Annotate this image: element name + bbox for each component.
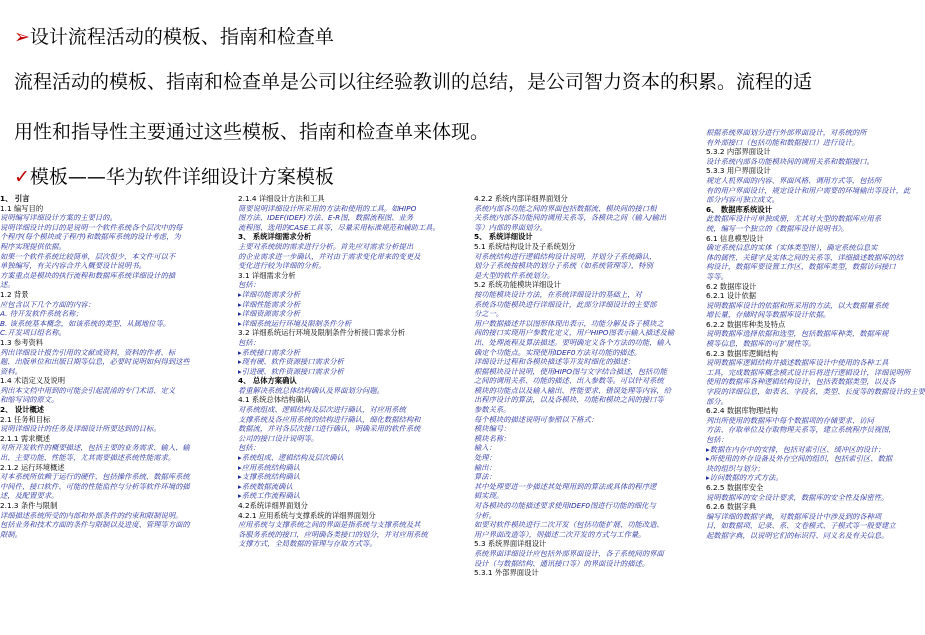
subsection-heading: 1.3 参考资料	[0, 337, 44, 347]
description-line: 此数据库设计可单独成册，尤其对大型的数据库应用系	[706, 214, 882, 224]
subsection-heading: 6.2.5 数据库安全	[706, 482, 764, 492]
description-line: 说明编写详细设计方案的主要目的。	[0, 213, 117, 223]
description-line: 设计系统内部各功能模块间的调用关系和数据接口。	[706, 156, 874, 166]
description-line: 确定个功能点。实现使用IDEF0方法对功能的描述。	[474, 347, 642, 357]
description-line: 限制。	[0, 529, 22, 539]
description-line: 编写详细的数据字典，对数据库设计中涉及到的各种项	[706, 511, 882, 521]
description-line: ▸访问数据的方式方法。	[706, 473, 783, 483]
template-column-2	[238, 194, 466, 635]
description-line: 根据模块设计说明，使用HIPO图与文字结合描述，包括功能	[474, 366, 667, 376]
description-line: 模块的功能点以及输入输出、性能要求、错误处理等内容，给	[474, 385, 672, 395]
description-line: ▸系统接口需求分析	[238, 347, 301, 357]
description-line: 系统界面详细设计应包括外部界面设计、各子系统间的界面	[474, 548, 664, 558]
description-line: ▸详细系统运行环境及限制条件分析	[238, 318, 352, 328]
description-line: 之间的调用关系、功能的描述、出入参数等。可以针对系统	[474, 376, 664, 386]
description-line: 出程序设计的算法，以及各模块、功能和模块之间的接口等	[474, 395, 664, 405]
description-line: 支撑系统及各应用系统的结构进行确认，细化数据结构和	[238, 414, 421, 424]
template-column-4	[706, 128, 925, 635]
description-line: 分析。	[474, 510, 496, 520]
description-line: 工具，完成数据库概念模式设计后将进行逻辑设计，详细说明所	[706, 367, 911, 377]
description-line: ▸引进硬、软件资源接口需求分析	[238, 366, 344, 376]
description-line: 用户数据描述并以图形体现出表示，功能分解及各子模块之	[474, 318, 664, 328]
description-line: 包括：	[238, 443, 260, 453]
description-line: A. 待开发软件系统名称；	[0, 309, 83, 319]
description-line: ▸应用系统结构确认	[238, 462, 301, 472]
description-line: 是大型的软件系统划分。	[474, 270, 555, 280]
description-line: 部分内容可独立成文。	[706, 195, 779, 205]
description-line: 列出本文档中用到的可能会引起混淆的专门术语、定义	[0, 385, 176, 395]
subsection-heading: 3.1 详细需求分析	[238, 270, 296, 280]
template-heading-text: 模板——华为软件详细设计方案模板	[29, 166, 334, 188]
subsection-heading: 5.3.3 用户界面设计	[706, 166, 771, 176]
template-column-3	[474, 194, 706, 635]
description-line: 间的接口实现用户参数化定义，用户HIPO图表示输入描述及输	[474, 328, 675, 338]
description-line: 对系统组成、逻辑结构及层次进行确认，对应用系统	[238, 405, 406, 415]
description-line: 方法、存取单位及存取物理关系等，建立系统程序员视图，	[706, 425, 896, 435]
subsection-heading: 6.2.2 数据库种类及特点	[706, 319, 786, 329]
description-line: 变化进行较为详细的分析。	[238, 261, 326, 271]
description-line: ▸支撑系统结构确认	[238, 472, 301, 482]
description-line: 说明数据库设计的依据和所采用的方法，以大数据量系统	[706, 300, 889, 310]
section-title-text: 设计流程活动的模板、指南和检查单	[29, 26, 334, 48]
description-line: 对各模块的功能描述要求使用IDEF0图进行功能的细化与	[474, 501, 656, 510]
subsection-heading: 5.3 系统界面详细设计	[474, 539, 547, 549]
arrow-bullet-icon: ➢	[14, 26, 30, 48]
description-line: B. 该系统基本概念，如该系统的类型、从属地位等。	[0, 318, 171, 328]
description-line: ▸详细功能需求分析	[238, 289, 301, 299]
description-line: 体的属性、关键字及实体之间的关系等，详细描述数据库的结	[706, 252, 904, 262]
chapter-heading: 4、 总体方案确认	[238, 376, 297, 386]
checkmark-icon: ✓	[14, 166, 30, 188]
subsection-heading: 4.1 系统总体结构确认	[238, 395, 311, 405]
description-line: 说明数据库选择依据和选型，包括数据库种类、数据库规	[706, 329, 889, 339]
subsection-heading: 4.2.1 应用系统与支撑系统的详细界面划分	[238, 510, 376, 520]
description-line: 中间件、接口软件、可能的性能监控与分析等软件环境的描	[0, 481, 190, 491]
description-line: ▸详细资源需求分析	[238, 309, 301, 319]
description-line: ▸系统数据流确认	[238, 481, 293, 491]
template-heading	[14, 162, 334, 189]
description-line: 规定人机界面的内容、界面风格、调用方式等，包括所	[706, 175, 882, 185]
description-line: 关系统内部各功能间的调用关系等，各模块之间（输入/输出	[474, 213, 667, 223]
description-line: 公司的接口设计说明等。	[238, 433, 319, 443]
description-line: 根据系统界面划分进行外部界面设计，对系统的所	[706, 128, 867, 137]
subsection-heading: 1.1 编写目的	[0, 203, 44, 213]
description-line: 确定系统信息的实体（实体类型图），确定系统信息实	[706, 243, 878, 253]
description-line: 说明详细设计的目的是说明一个软件系统各个层次中的每	[0, 222, 183, 232]
intro-line-2: 用性和指导性主要通过这些模板、指南和检查单来体现。	[14, 121, 490, 143]
description-line: 目，如数据项、记录、系、文卷模式、子模式等一般要建立	[706, 521, 896, 531]
subsection-heading: 6.2.6 数据字典	[706, 502, 757, 512]
description-line: ▸所使用的外存设备及外存空间的组织，包括索引区、数据	[706, 454, 893, 464]
description-line: C.开发项目组名称。	[0, 328, 66, 338]
subsection-heading: 5.2 系统功能模块详细设计	[474, 280, 561, 290]
chapter-heading: 2、 设计概述	[0, 405, 45, 415]
description-line: 辑实现。	[474, 491, 504, 501]
description-line: 系统各功能模块进行详细设计，此部分详细设计的主要部	[474, 299, 657, 309]
description-line: ▸数据在内存中的安排，包括对索引区、缓冲区的设计；	[706, 444, 885, 454]
description-line: 程序实现提供依据。	[0, 241, 66, 251]
description-line: 使用的数据库各种逻辑结构设计，包括表数据类型，以及各	[706, 377, 896, 387]
description-line: 述。	[0, 280, 15, 290]
subsection-heading: 6.2 数据库设计	[706, 281, 757, 291]
description-line: 对所开发软件的概要描述，包括主要的业务需求、输入、输	[0, 443, 190, 453]
subsection-heading: 6.2.1 设计依据	[706, 291, 757, 301]
subsection-heading: 4.2系统详细界面划分	[238, 501, 308, 510]
chapter-heading: 5、 系统详细设计	[474, 232, 533, 242]
subsection-heading: 1.2 背景	[0, 289, 29, 299]
description-line: 输入：	[474, 443, 496, 453]
description-line: ▸系统组成、逻辑结构及层次确认	[238, 453, 344, 463]
description-line: 起数据字典，以说明它们的标识符、同义名及有关信息。	[706, 530, 889, 540]
intro-line-1: 流程活动的模板、指南和检查单是公司以往经验教训的总结，是公司智力资本的积累。流程的适	[14, 71, 813, 93]
description-line: 统，编写一个独立的《数据库设计说明书》。	[706, 223, 849, 233]
subsection-heading: 5.1 系统结构设计及子系统划分	[474, 241, 576, 251]
description-line: 说明详细设计的任务及详细设计所要达到的目标。	[0, 424, 161, 434]
description-line: 构设计，数据库要设置工作区，数据库类型，数据访问接口	[706, 262, 896, 272]
description-line: 其中处理要进一步描述其处理用到的算法或具体的程序逻	[474, 481, 657, 491]
description-line: 数据流，并对各层次接口进行确认，明确采用的软件系统	[238, 424, 421, 434]
description-line: 和缩写词的原文。	[0, 395, 59, 405]
description-line: 应用系统与支撑系统之间的界面是指系统与支撑系统及其	[238, 520, 421, 530]
description-line: 主要对系统级的需求进行分析。首先应对需求分析提出	[238, 241, 414, 251]
description-line: 方案重点是模块的执行流程和数据库系统详细设计的描	[0, 270, 176, 280]
description-line: 划分子系统按模块的划分子系统（如系统管理等），特别	[474, 261, 653, 271]
description-line: 设计（与数据结构、通讯接口等）的界面设计的描述。	[474, 558, 650, 568]
subsection-heading: 1.4 术语定义及说明	[0, 376, 66, 386]
description-line: 如果一个软件系统比较简单，层次很少，本文件可以不	[0, 251, 176, 261]
description-line: 字段的详细信息，如表名、字段名，类型、长度等的数据设计的主要	[706, 387, 925, 397]
subsection-heading: 2.1.2 运行环境概述	[0, 462, 65, 472]
description-line: ▸详细性能需求分析	[238, 299, 301, 309]
chapter-heading: 1、 引言	[0, 194, 30, 203]
description-line: 出、主要功能、性能等，尤其需要描述系统性能需求。	[0, 453, 176, 463]
description-line: 对本系统所依赖于运行的硬件，包括操作系统、数据库系统	[0, 472, 190, 482]
description-line: 算法：	[474, 472, 496, 482]
template-column-1	[0, 194, 228, 635]
description-line: 详细设计过程和各模块描述等开发时细化的描述：	[474, 357, 635, 367]
description-line: 单独编写，有关内容合并入概要设计说明书。	[0, 261, 146, 271]
subsection-heading: 6.1 信息模型设计	[706, 233, 764, 243]
description-line: 分之一。	[474, 309, 504, 319]
description-line: 部分。	[706, 396, 728, 406]
description-line: 包括业务和技术方面的条件与限制以及进度、管理等方面的	[0, 520, 190, 530]
description-line: 各服务系统的接口，应明确各类接口的划分，并对应用系统	[238, 529, 428, 539]
description-line: 系统内部各功能之间的界面包括数据流、模块间的接口相	[474, 203, 657, 213]
description-line: 有的用户界面设计，规定设计和用户需要的环境输出等设计，此	[706, 185, 911, 195]
description-line: 输出：	[474, 462, 496, 472]
description-line: 题、出版单位和出版日期等信息，必要时说明如何得到这些	[0, 357, 190, 367]
description-line: 列出详细设计报告引用的文献或资料，资料的作者、标	[0, 347, 176, 357]
description-line: 简要说明详细设计所采用的方法和使用的工具。如HIPO	[238, 203, 417, 213]
subsection-heading: 2.1 任务和目标	[0, 414, 51, 424]
description-line: 包括：	[238, 280, 260, 290]
description-line: 模等信息，数据库的可扩展性等。	[706, 339, 816, 349]
description-line: 如要对软件模块进行二次开发（包括功能扩展、功能改造、	[474, 520, 664, 530]
description-line: 参数关系。	[474, 405, 511, 415]
subsection-heading: 3.2 详细系统运行环境及限制条件分析接口需求分析	[238, 328, 406, 338]
description-line: 出、处理流程及算法描述。要明确定义各个方法的功能，输入	[474, 337, 672, 347]
description-line: 等）内部的界面划分。	[474, 222, 547, 232]
description-line: 模块名称：	[474, 433, 511, 443]
description-line: 详细描述系统所受的内部和外部条件的约束和限制说明。	[0, 510, 183, 520]
description-line: 包括：	[238, 337, 260, 347]
subsection-heading: 6.2.4 数据库物理结构	[706, 406, 778, 416]
description-line: 说明数据库的安全设计要求，数据库的安全性及保密性。	[706, 492, 889, 502]
description-line: 按功能模块设计方法，在系统详细设计的基础上，对	[474, 289, 642, 299]
subsection-heading: 2.1.4 详细设计方法和工具	[238, 194, 325, 203]
description-line: 每个模块的描述说明可参照以下格式：	[474, 414, 599, 424]
description-line: 个程序(每个模块或子程序)和数据库系统的设计考虑，为	[0, 232, 181, 242]
description-line: 说明数据库逻辑结构并描述数据库设计中使用的各种工具	[706, 358, 889, 368]
description-line: ▸系统工作流程确认	[238, 491, 301, 501]
description-line: 块的组织与划分；	[706, 463, 765, 473]
description-line: 等等。	[706, 271, 728, 281]
subsection-heading: 6.2.3 数据库逻辑结构	[706, 348, 778, 358]
description-line: ▸现有硬、软件资源接口需求分析	[238, 357, 344, 367]
subsection-heading: 5.3.2 内部界面设计	[706, 147, 771, 157]
subsection-heading: 2.1.3 条件与限制	[0, 501, 58, 510]
description-line: 支撑方式，全局数据的管理与存取方式等。	[238, 539, 377, 549]
description-line: 包括：	[706, 435, 728, 444]
subsection-heading: 4.2.2 系统内部详细界面划分	[474, 194, 568, 203]
description-line: 处理：	[474, 453, 496, 463]
chapter-heading: 6、 数据库系统设计	[706, 204, 772, 214]
description-line: 流程图、选用的CASE工具等，尽量采用标准规范和辅助工具。	[238, 222, 440, 232]
description-line: 列出所使用的数据库中每个数据项的存储要求、访问	[706, 415, 874, 425]
description-line: 着重解决系统总体结构确认及界面划分问题。	[238, 385, 384, 395]
description-line: 用户界面改造等），则描述二次开发的方式与工作量。	[474, 529, 646, 539]
description-line: 述，及配置要求。	[0, 491, 59, 501]
description-line: 资料。	[0, 366, 22, 376]
description-line: 的企业需求进一步确认，并对由于需求变化带来的变更及	[238, 251, 421, 261]
description-line: 增长量，存储时间等数据库设计依据。	[706, 310, 831, 320]
description-line: 图方法、IDEF(IDEF)方法、E-R图，数据流程图、业务	[238, 213, 414, 223]
section-title	[14, 22, 334, 49]
description-line: 对系统结构进行逻辑结构设计说明，并划分子系统确认，	[474, 251, 657, 261]
subsection-heading: 5.3.1 外部界面设计	[474, 568, 539, 578]
description-line: 有外部接口（包括功能和数据接口）进行设计。	[706, 137, 860, 147]
description-line: 应包含以下几个方面的内容：	[0, 299, 95, 309]
subsection-heading: 2.1.1 需求概述	[0, 433, 51, 443]
chapter-heading: 3、 系统详细需求分析	[238, 232, 312, 242]
description-line: 模块编号：	[474, 424, 511, 434]
